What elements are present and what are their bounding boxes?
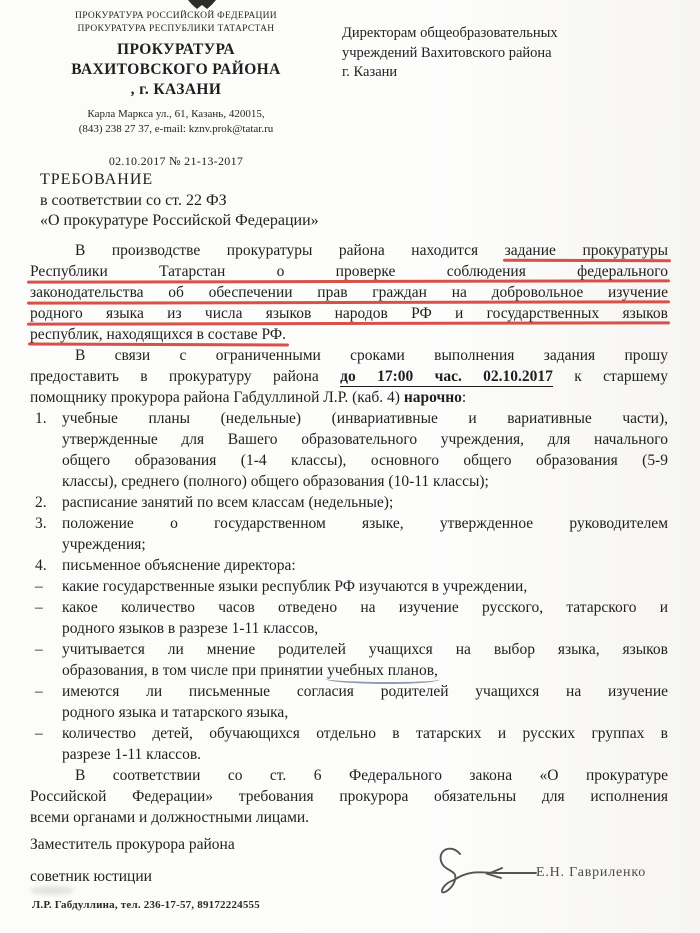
- dash-line: учитывается ли мнение родителей учащихся на выбор языка, языков: [62, 641, 668, 658]
- dash-item: [30, 723, 668, 765]
- coat-of-arms-icon: [188, 0, 216, 9]
- text-run: образования, в том числе при принятии: [62, 662, 328, 679]
- org-name-line: ВАХИТОВСКОГО РАЙОНА: [71, 61, 281, 78]
- signature-row: [428, 845, 646, 901]
- paragraph-line: [30, 240, 668, 261]
- paragraph-line-red-underline: Республики Татарстан о проверке соблюдения федерального: [30, 263, 668, 280]
- addressee-line: Директорам общеобразовательных: [342, 25, 558, 41]
- letterhead-line: ПРОКУРАТУРА РЕСПУБЛИКИ ТАТАРСТАН: [77, 23, 275, 34]
- document-reference-number: 02.10.2017 № 21-13-2017: [108, 154, 244, 168]
- paragraph-line: Российской Федерации» требования прокурора обязательны для исполнения: [30, 788, 668, 805]
- signer-title-line: советник юстиции: [30, 868, 152, 885]
- dash-line: родного языков в разрезе 1-11 классов,: [62, 620, 319, 637]
- signer-title-line: Заместитель прокурора района: [30, 836, 235, 853]
- paragraph-line: В связи с ограниченными сроками выполнения задания прошу: [75, 347, 668, 364]
- paragraph-line: [30, 366, 668, 387]
- dash-line: родного языка и татарского языка,: [62, 704, 289, 721]
- addressee-block: [342, 24, 672, 83]
- title-line: ТРЕБОВАНИЕ: [40, 171, 154, 188]
- dash-line: [62, 660, 668, 681]
- dash-line: какие государственные языки республик РФ изучаются в учреждении,: [62, 578, 528, 595]
- addressee-line: г. Казани: [342, 64, 398, 80]
- list-line: общего образования (1-4 классы), основного общего образования (5-9: [62, 452, 668, 469]
- dash-line: количество детей, обучающихся отдельно в татарских и русских группах в: [62, 725, 668, 742]
- dash-marker: –: [35, 599, 43, 616]
- list-line: положение о государственном языке, утвержденное руководителем: [62, 515, 668, 532]
- deadline-text: до 17:00 час. 02.10.2017: [340, 368, 553, 385]
- document-title: [40, 170, 319, 232]
- list-marker: 2.: [35, 494, 47, 511]
- pen-underlined-text: учебных планов: [327, 662, 435, 679]
- list-item: [30, 408, 668, 492]
- paragraph-line: В соответствии со ст. 6 Федерального закона «О прокуратуре: [75, 767, 668, 784]
- text-run: помощнику прокурора района Габдуллиной Л.Р. (каб. 4): [30, 389, 404, 406]
- signer-name: Е.Н. Гавриленко: [536, 865, 647, 880]
- red-underlined-text: задание прокуратуры: [504, 242, 669, 259]
- dash-line: имеются ли письменные согласия родителей учащихся на изучение: [62, 683, 668, 700]
- text-run: В производстве прокуратуры района находится: [75, 242, 505, 259]
- executor-contact: Л.Р. Габдуллина, тел. 236-17-57, 89172224555: [32, 899, 260, 911]
- scan-smudge: [30, 886, 74, 895]
- dash-marker: –: [35, 578, 43, 595]
- red-underlined-text: республик, находящихся в составе РФ.: [30, 326, 287, 343]
- paragraph-line-red-underline: родного языка из числа языков народов РФ и государственных языков: [30, 305, 668, 322]
- org-address-line: Карла Маркса ул., 61, Казань, 420015,: [87, 108, 265, 120]
- org-name-line: ПРОКУРАТУРА: [117, 41, 235, 58]
- dash-item: [30, 576, 668, 597]
- letterhead-line: ПРОКУРАТУРА РОССИЙСКОЙ ФЕДЕРАЦИИ: [75, 11, 277, 21]
- addressee-line: учреждений Вахитовского района: [342, 44, 552, 61]
- list-item: [30, 513, 668, 555]
- dash-marker: –: [35, 683, 43, 700]
- paragraph-line: всеми органами и должностными лицами.: [30, 809, 310, 826]
- dash-line: какое количество часов отведено на изучение русского, татарского и: [62, 599, 668, 616]
- dash-line: разрезе 1-11 классов.: [62, 746, 202, 763]
- org-address-line: (843) 238 27 37, e-mail: kznv.prok@tatar.ru: [78, 123, 274, 135]
- text-run: :: [461, 389, 467, 406]
- list-marker: 4.: [35, 557, 47, 574]
- list-line: учреждения;: [62, 536, 146, 553]
- title-line: в соответствии со ст. 22 ФЗ: [40, 191, 227, 209]
- list-line: утвержденные для Вашего образовательного учреждения, для начального: [62, 431, 668, 448]
- list-line: классы), среднего (полного) общего образования (10-11 классы);: [62, 473, 489, 490]
- list-line: учебные планы (недельные) (инвариативные и вариативные части),: [62, 410, 668, 427]
- dash-item: [30, 597, 668, 639]
- org-name-line: , г. КАЗАНИ: [130, 81, 222, 98]
- title-line: «О прокуратуре Российской Федерации»: [40, 212, 319, 229]
- paragraph-line: [30, 324, 668, 345]
- list-line: расписание занятий по всем классам (недельные);: [62, 494, 394, 511]
- list-line: письменное объяснение директора:: [62, 557, 296, 574]
- letterhead: [20, 10, 332, 169]
- text-run: ,: [434, 662, 438, 679]
- dash-marker: –: [35, 641, 43, 658]
- dash-marker: –: [35, 725, 43, 742]
- paragraph-line: [30, 387, 668, 408]
- list-item: [30, 492, 668, 513]
- dash-item: [30, 639, 668, 681]
- handwritten-signature-icon: [428, 845, 548, 901]
- list-item: [30, 555, 668, 576]
- paragraph-line-red-underline: законодательства об обеспечении прав граждан на добровольное изучение: [30, 284, 668, 301]
- dash-item: [30, 681, 668, 723]
- document-body: [30, 240, 668, 828]
- text-run: предоставить в прокуратуру района: [30, 368, 341, 385]
- text-run: к старшему: [552, 368, 668, 385]
- list-marker: 3.: [35, 515, 47, 532]
- bold-text: нарочно: [403, 389, 462, 406]
- signer-titles: [30, 836, 235, 886]
- list-marker: 1.: [35, 410, 47, 427]
